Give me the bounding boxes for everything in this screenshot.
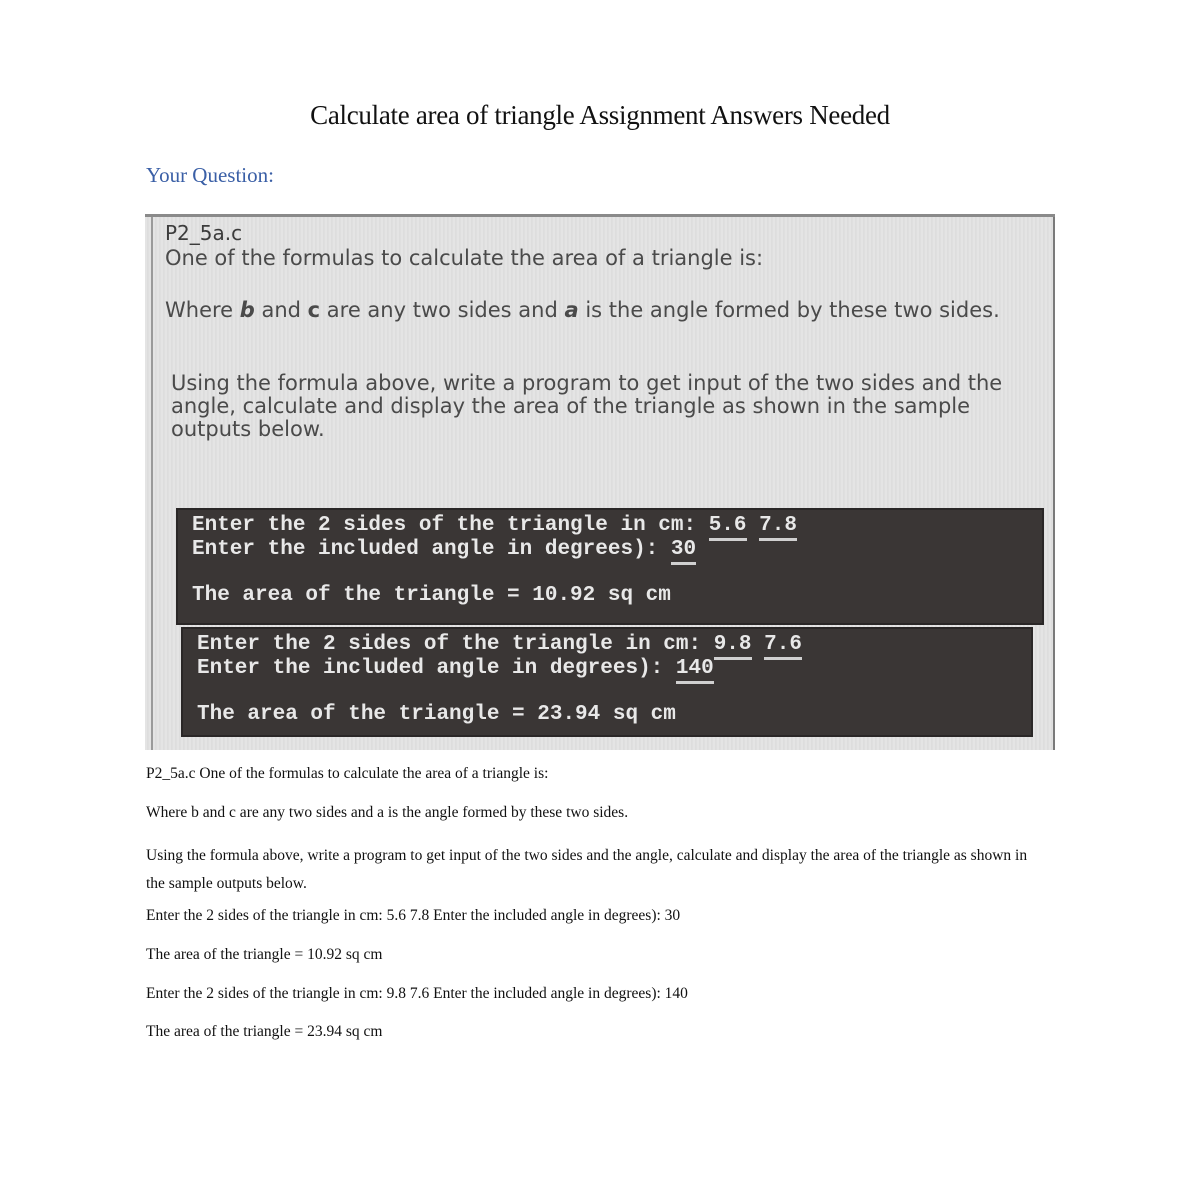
input-angle: 140 — [676, 657, 714, 684]
transcript-paragraph-2: Where b and c are any two sides and a is the angle formed by these two sides. — [146, 804, 629, 821]
prompt-angle-line — [197, 657, 1017, 681]
input-side1: 5.6 — [709, 514, 747, 541]
prompt-sides-line — [192, 514, 1028, 538]
document-title: Calculate area of triangle Assignment Answers Needed — [310, 100, 890, 130]
transcript-paragraph-4: Enter the 2 sides of the triangle in cm: 5.6 7.8 Enter the included angle in degrees): 30 — [146, 907, 681, 924]
input-side2: 7.6 — [764, 633, 802, 660]
prompt-angle: Enter the included angle in degrees): — [192, 538, 671, 561]
transcript-paragraph-3: Using the formula above, write a program to get input of the two sides and the angle, calculate and display the area of the triangle as shown in the sample outputs below. — [146, 847, 1028, 892]
prompt-sides: Enter the 2 sides of the triangle in cm: — [197, 633, 714, 656]
problem-code: P2_5a.c — [165, 221, 243, 245]
transcript-paragraph-7: The area of the triangle = 23.94 sq cm — [146, 1023, 383, 1040]
text-segment: are any two sides and — [320, 298, 565, 322]
photo-inner — [151, 217, 1055, 750]
variable-c: c — [307, 298, 321, 322]
prompt-sides-line — [197, 633, 1017, 657]
variable-a: a — [564, 298, 579, 322]
result-line: The area of the triangle = 10.92 sq cm — [192, 584, 671, 607]
input-side2: 7.8 — [759, 514, 797, 541]
prompt-sides: Enter the 2 sides of the triangle in cm: — [192, 514, 709, 537]
transcript-paragraph-6: Enter the 2 sides of the triangle in cm: 9.8 7.6 Enter the included angle in degrees): 140 — [146, 985, 688, 1002]
sample-output-terminal-2 — [181, 627, 1033, 737]
sample-output-terminal-1 — [176, 508, 1044, 625]
text-segment: is the angle formed by these two sides. — [578, 298, 1000, 322]
text-segment: and — [254, 298, 308, 322]
transcript-paragraph-5: The area of the triangle = 10.92 sq cm — [146, 946, 383, 963]
result-line: The area of the triangle = 23.94 sq cm — [197, 703, 676, 726]
problem-line-formula: One of the formulas to calculate the area of a triangle is: — [165, 246, 764, 270]
problem-line-instructions: Using the formula above, write a program to get input of the two sides and the angle, calculate and display the area of the triangle as shown in the sample outputs below. — [171, 371, 1003, 441]
problem-line-variables — [165, 299, 1025, 322]
photo-edge — [1053, 217, 1055, 750]
prompt-angle: Enter the included angle in degrees): — [197, 657, 676, 680]
transcript-paragraph-1: P2_5a.c One of the formulas to calculate the area of a triangle is: — [146, 765, 549, 782]
variable-b: b — [239, 298, 255, 322]
prompt-angle-line — [192, 538, 1028, 562]
text-segment: Where — [165, 298, 240, 322]
your-question-label: Your Question: — [146, 163, 274, 187]
input-side1: 9.8 — [714, 633, 752, 660]
question-photo — [145, 214, 1055, 750]
input-angle: 30 — [671, 538, 696, 565]
